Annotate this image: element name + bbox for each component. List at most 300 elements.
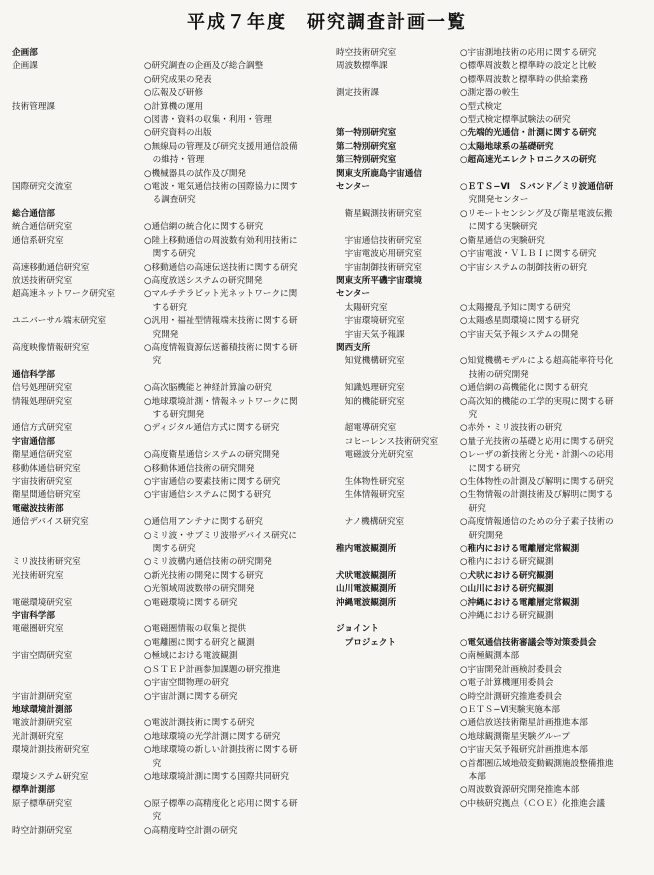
research-topic: ○首都圏広域地殻変動観測施設整備推進 (460, 758, 614, 769)
unit-name: 生体物性研究室 (336, 477, 405, 487)
research-topic: ○稚内における研究観測 (460, 557, 554, 568)
left-column (12, 47, 320, 838)
research-topic: ○電波・電気通信技術の国際協力に関す (144, 182, 298, 193)
research-topic: ○極域における電波観測 (144, 651, 238, 662)
unit-name: ナノ機構研究室 (336, 517, 405, 528)
department-row (336, 597, 646, 610)
research-topic: ○中核研究拠点（ＣＯＥ）化推進会議 (460, 798, 605, 809)
unit-name: 移動体通信研究室 (12, 463, 81, 474)
list-item (12, 650, 320, 663)
research-topic: ○測定器の較生 (460, 88, 520, 99)
unit-name (336, 650, 460, 663)
research-topic: ○ＳＴＥＰ計画参加課題の研究推進 (144, 664, 281, 675)
unit-name (336, 610, 460, 623)
research-topic: ○原子標準の高精度化と応用に関する研 (144, 798, 298, 809)
unit-name (12, 114, 144, 127)
department-row (12, 610, 320, 623)
research-topic (460, 288, 646, 301)
research-topic: ○沖縄における研究観測 (460, 611, 554, 622)
research-topic: ○研究資料の出版 (144, 128, 212, 139)
list-item (336, 355, 646, 368)
research-topic: ○標準周波数と標準時の供給業務 (460, 74, 588, 85)
research-topic: ○地球環境の光学計測に関する研究 (144, 731, 281, 742)
research-topic: ○宇宙開発計画検討委員会 (460, 664, 563, 675)
research-topic: ○高度衛星通信システムの研究開発 (144, 450, 280, 461)
department-name: ジョイント (336, 624, 379, 635)
research-topic: 関する研究 (144, 544, 196, 555)
research-topic: 技術の研究開発 (460, 369, 529, 380)
list-item (336, 315, 646, 328)
research-topic: ○地球環境の新しい計測技術に関する研 (144, 745, 298, 756)
research-topic: 関する研究 (144, 249, 196, 260)
research-topic: ○電磁環境に関する研究 (144, 597, 238, 608)
research-topic: ○研究調査の企画及び総合調整 (144, 61, 264, 72)
research-topic (144, 610, 320, 623)
department-row (12, 436, 320, 449)
list-item (12, 355, 320, 368)
research-topic: 究 (144, 812, 162, 823)
research-topic: する研究開発 (144, 409, 205, 420)
unit-name: 高度映像情報研究室 (12, 342, 90, 353)
research-topic: ○太陽擾乱予知に関する研究 (460, 302, 571, 313)
list-item (12, 583, 320, 596)
research-topic: ○汎用・福祉型情報端末技術に関する研 (144, 316, 298, 327)
unit-name (12, 811, 144, 824)
unit-name: 衛星通信研究室 (12, 450, 73, 461)
list-item (12, 811, 320, 824)
research-topic: ○稚内における電離層定常観測 (460, 544, 580, 555)
unit-name: 宇宙空間研究室 (12, 651, 73, 662)
research-topic: ○生体物性の計測及び解明に関する研究 (460, 477, 614, 487)
research-topic: ○時空計測研究推進委員会 (460, 691, 563, 702)
department-name: 関東支所平磯宇宙環境 (336, 275, 422, 286)
research-topic: ○ＥＴＳ−Ⅵ Ｓバンド／ミリ波通信研 (460, 182, 614, 193)
department-row (12, 369, 320, 382)
list-item (336, 610, 646, 623)
right-column (336, 47, 646, 811)
research-topic: ○周波数資源研究開発推進本部 (460, 785, 580, 796)
list-item (336, 409, 646, 422)
research-topic (144, 436, 320, 449)
unit-name (336, 784, 460, 797)
research-topic: ○宇宙天気予報システムの開発 (460, 329, 579, 340)
unit-name: 宇宙制御技術研究室 (336, 262, 422, 273)
list-item (12, 825, 320, 838)
research-topic (144, 503, 320, 516)
research-topic: ○リモートセンシング及び衛星電波伝搬 (460, 208, 613, 219)
unit-name (12, 302, 144, 315)
list-item (12, 717, 320, 730)
research-topic: ○高次脳機能と神経計算論の研究 (144, 383, 272, 394)
department-name: 通信科学部 (12, 369, 55, 380)
unit-name (12, 543, 144, 556)
list-item (12, 422, 320, 435)
unit-name (336, 717, 460, 730)
unit-name (336, 677, 460, 690)
department-row (12, 503, 320, 516)
unit-name (336, 101, 460, 114)
list-item (12, 315, 320, 328)
research-topic: ○型式検定標準試験法の研究 (460, 115, 571, 126)
list-item (336, 87, 646, 100)
department-row (12, 784, 320, 797)
unit-name: 企画課 (12, 61, 38, 72)
list-item (12, 396, 320, 409)
research-topic (460, 275, 646, 288)
research-topic: ○山川における研究観測 (460, 584, 554, 595)
list-item (12, 516, 320, 529)
list-item (336, 489, 646, 502)
research-topic: ○電気通信技術審議会等対策委員会 (460, 637, 597, 648)
unit-name: 知覚機構研究室 (336, 356, 405, 367)
research-topic: ○地球観測衛星実験グループ (460, 731, 570, 742)
list-item (336, 248, 646, 261)
unit-name: 太陽研究室 (336, 302, 388, 313)
list-item (336, 744, 646, 757)
unit-name: 知的機能研究室 (336, 396, 405, 407)
list-item (336, 664, 646, 677)
list-item (12, 342, 320, 355)
unit-name: ミリ波技術研究室 (12, 557, 81, 568)
list-item (336, 476, 646, 489)
list-item (336, 449, 646, 462)
list-item (12, 476, 320, 489)
research-topic: ○高次知的機能の工学的実現に関する研 (460, 396, 614, 407)
research-topic: ○通信用アンテナに関する研究 (144, 517, 263, 528)
unit-name: 宇宙計測研究室 (12, 691, 73, 702)
list-item (12, 556, 320, 569)
research-topic: ○超高速光エレクトロニクスの研究 (460, 155, 597, 166)
research-topic: 究開発センター (460, 195, 529, 206)
list-item (336, 516, 646, 529)
unit-name (336, 798, 460, 811)
unit-name (12, 677, 144, 690)
research-topic: ○赤外・ミリ波技術の研究 (460, 423, 563, 434)
unit-name: 高速移動通信研究室 (12, 262, 90, 273)
list-item (12, 181, 320, 194)
department-row (336, 342, 646, 355)
unit-name: 周波数標準課 (336, 61, 388, 72)
unit-name (12, 664, 144, 677)
unit-name (12, 74, 144, 87)
research-topic: 究 (460, 409, 478, 420)
list-item (12, 409, 320, 422)
department-row (336, 583, 646, 596)
unit-name: 電波計測研究室 (12, 718, 73, 729)
research-topic: ○ミリ波構内通信技術の研究開発 (144, 557, 272, 568)
list-item (336, 503, 646, 516)
unit-name (12, 168, 144, 181)
research-topic (144, 704, 320, 717)
unit-name: 時空計測研究室 (12, 825, 73, 836)
unit-name (336, 409, 460, 422)
research-topic: 究 (144, 758, 162, 769)
research-topic: に関する実験研究 (460, 222, 538, 233)
department-name: 山川電波観測所 (336, 584, 397, 595)
research-topic: ○太陽惑星間環境に関する研究 (460, 316, 580, 327)
list-item (336, 221, 646, 234)
unit-name (12, 141, 144, 154)
list-item (12, 463, 320, 476)
research-topic: ○地球環境計測に関する国際共同研究 (144, 771, 289, 782)
unit-name (336, 731, 460, 744)
research-topic: ○地球環境計測・情報ネットワークに関 (144, 396, 298, 407)
list-item (336, 262, 646, 275)
department-name: センター (336, 289, 371, 300)
research-topic: ○沖縄における電離層定常観測 (460, 597, 580, 608)
list-item (12, 194, 320, 207)
unit-name: 統合通信研究室 (12, 222, 73, 233)
unit-name (336, 194, 460, 207)
research-topic: ○通信放送技術衛星計画推進本部 (460, 718, 588, 729)
unit-name: 時空技術研究室 (336, 48, 397, 58)
research-topic: ○レーザの新技術と分光・計測への応用 (460, 450, 614, 461)
list-item (336, 784, 646, 797)
unit-name: 宇宙通信技術研究室 (336, 235, 422, 246)
list-item (336, 556, 646, 569)
department-row (12, 47, 320, 60)
unit-name (336, 704, 460, 717)
department-row (336, 141, 646, 154)
unit-name: 環境システム研究室 (12, 771, 89, 782)
list-item (12, 744, 320, 757)
unit-name: 通信デバイス研究室 (12, 517, 89, 528)
research-topic (460, 623, 646, 636)
unit-name (12, 355, 144, 368)
research-topic: する研究 (144, 302, 187, 313)
unit-name: 衛星間通信研究室 (12, 490, 81, 501)
list-item (12, 87, 320, 100)
unit-name (336, 758, 460, 771)
research-topic: ○知覚機構モデルによる超高能率符号化 (460, 356, 614, 367)
unit-name: 原子標準研究室 (12, 798, 73, 809)
research-topic: ○型式検定 (460, 101, 502, 112)
list-item (12, 275, 320, 288)
research-topic: ○機械器具の試作及び開発 (144, 168, 247, 179)
unit-name: 環境計測技術研究室 (12, 745, 90, 756)
research-topic: ○研究成果の発表 (144, 74, 212, 85)
list-item (12, 288, 320, 301)
unit-name: コヒーレンス技術研究室 (336, 436, 439, 447)
unit-name: 電磁波分光研究室 (336, 450, 414, 461)
unit-name: 超電導研究室 (336, 423, 397, 434)
department-row (336, 637, 646, 650)
department-name: 標準計測部 (12, 785, 55, 796)
research-topic: ○計算機の運用 (144, 101, 204, 112)
research-topic: ○宇宙システムの制御技術の研究 (460, 262, 587, 273)
unit-name: 衛星観測技術研究室 (336, 208, 422, 219)
unit-name: 通信方式研究室 (12, 423, 73, 434)
unit-name (12, 248, 144, 261)
research-topic: ○通信網の統合化に関する研究 (144, 222, 264, 233)
research-topic: ○ディジタル通信方式に関する研究 (144, 423, 280, 434)
list-item (12, 758, 320, 771)
list-item (12, 771, 320, 784)
research-topic: ○高精度時空計測の研究 (144, 825, 238, 836)
department-name: 稚内電波観測所 (336, 544, 397, 555)
department-name: 沖縄電波観測所 (336, 597, 397, 608)
research-topic: ○高度情報資源伝送蓄積技術に関する研 (144, 342, 298, 353)
list-item (12, 382, 320, 395)
list-item (12, 623, 320, 636)
list-item (12, 262, 320, 275)
list-item (336, 396, 646, 409)
research-topic: ○広報及び研修 (144, 88, 204, 99)
research-topic (144, 784, 320, 797)
list-item (336, 650, 646, 663)
list-item (12, 543, 320, 556)
unit-name (336, 369, 460, 382)
unit-name: 知識処理研究室 (336, 383, 405, 394)
research-topic: ○電子計算機運用委員会 (460, 678, 554, 689)
list-item (12, 530, 320, 543)
unit-name: 技術管理課 (12, 101, 55, 112)
unit-name: 国際研究交流室 (12, 182, 73, 193)
research-topic: ○通信網の高機能化に関する研究 (460, 383, 588, 394)
research-topic: ○新光技術の開発に関する研究 (144, 570, 264, 581)
list-item (336, 771, 646, 784)
department-row (336, 543, 646, 556)
unit-name (12, 637, 144, 650)
research-topic: 究開発 (144, 329, 179, 340)
unit-name (336, 664, 460, 677)
research-topic: ○ミリ波・サブミリ波帯デバイス研究に (144, 530, 297, 541)
research-topic: 究 (144, 356, 162, 367)
department-name: 総合通信部 (12, 208, 55, 219)
unit-name (12, 758, 144, 771)
unit-name (12, 409, 144, 422)
department-row (336, 168, 646, 181)
research-topic: ○高度放送システムの研究開発 (144, 275, 263, 286)
research-topic (460, 342, 646, 355)
department-name: 地球環境計測部 (12, 704, 73, 715)
list-item (336, 758, 646, 771)
unit-name (336, 556, 460, 569)
unit-name: 超高速ネットワーク研究室 (12, 289, 116, 300)
research-topic: の維持・管理 (144, 155, 205, 166)
department-row (336, 127, 646, 140)
unit-name: 光技術研究室 (12, 570, 64, 581)
list-item (12, 235, 320, 248)
department-name: 犬吠電波観測所 (336, 570, 397, 581)
list-item (336, 194, 646, 207)
unit-name (336, 463, 460, 476)
research-topic: ○高度情報通信のための分子素子技術の (460, 517, 614, 528)
page-title: 平成７年度 研究調査計画一覧 (187, 12, 467, 33)
department-name: プロジェクト (336, 637, 396, 648)
list-item (336, 369, 646, 382)
unit-name (336, 744, 460, 757)
list-item (12, 302, 320, 315)
research-topic: ○宇宙天気予報研究計画推進本部 (460, 745, 588, 756)
list-item (12, 101, 320, 114)
department-name: センター (336, 182, 371, 193)
research-topic: ○量子光技術の基礎と応用に関する研究 (460, 436, 614, 447)
department-row (336, 154, 646, 167)
unit-name (336, 74, 460, 87)
research-topic (144, 208, 320, 221)
department-row (12, 704, 320, 717)
unit-name: 通信系研究室 (12, 235, 64, 246)
department-row (336, 181, 646, 194)
research-topic (144, 47, 320, 60)
unit-name (336, 530, 460, 543)
research-topic: ○宇宙通信システムに関する研究 (144, 490, 271, 501)
list-item (336, 235, 646, 248)
unit-name: 宇宙天気予報課 (336, 329, 405, 340)
unit-name (336, 114, 460, 127)
research-topic: 研究開発 (460, 530, 503, 541)
unit-name: 放送技術研究室 (12, 275, 73, 286)
research-topic: ○宇宙通信の要素技術に関する研究 (144, 477, 281, 487)
research-topic: 研究 (460, 503, 486, 514)
unit-name: 光計測研究室 (12, 731, 64, 742)
research-topic: ○生物情報の計測技術及び解明に関する (460, 490, 614, 501)
unit-name (12, 583, 144, 596)
research-topic: ○標準周波数と標準時の設定と比較 (460, 61, 597, 72)
list-item (336, 60, 646, 73)
list-item (336, 302, 646, 315)
research-topic: ○宇宙測地技術の応用に関する研究 (460, 48, 597, 58)
list-item (336, 101, 646, 114)
research-topic: ○電離圏に関する研究と観測 (144, 637, 255, 648)
research-topic: ○移動通信の高速伝送技術に関する研究 (144, 262, 298, 273)
list-item (336, 74, 646, 87)
list-item (12, 248, 320, 261)
list-item (12, 597, 320, 610)
research-topic (460, 168, 646, 181)
list-item (12, 141, 320, 154)
research-topic: ○電磁圏情報の収集と提供 (144, 624, 247, 635)
department-name: 企画部 (12, 48, 38, 58)
research-topic: ○南極観測本部 (460, 651, 520, 662)
list-item (336, 677, 646, 690)
unit-name: 測定技術課 (336, 88, 379, 99)
research-topic: ○衛星通信の実験研究 (460, 235, 545, 246)
list-item (12, 221, 320, 234)
list-item (12, 60, 320, 73)
list-item (336, 329, 646, 342)
list-item (336, 382, 646, 395)
list-item (336, 530, 646, 543)
list-item (336, 436, 646, 449)
unit-name: ユニバーサル端末研究室 (12, 316, 107, 327)
department-name: 宇宙通信部 (12, 436, 55, 447)
list-item (336, 422, 646, 435)
department-name: 関西支所 (336, 342, 371, 353)
research-topic: ○マルチテラビット光ネットワークに関 (144, 289, 298, 300)
list-item (336, 717, 646, 730)
research-topic: ○移動体通信技術の研究開発 (144, 463, 255, 474)
department-name: 電磁波技術部 (12, 503, 64, 514)
unit-name: 宇宙電波応用研究室 (336, 249, 422, 260)
department-name: 宇宙科学部 (12, 611, 55, 622)
unit-name (12, 154, 144, 167)
list-item (336, 731, 646, 744)
unit-name (12, 127, 144, 140)
department-row (12, 208, 320, 221)
department-row (336, 570, 646, 583)
unit-name (336, 503, 460, 516)
list-item (12, 677, 320, 690)
unit-name: 宇宙環境研究室 (336, 316, 405, 327)
list-item (336, 208, 646, 221)
research-topic: に関する研究 (460, 463, 521, 474)
research-topic: ○無線局の管理及び研究支援用通信設備 (144, 141, 298, 152)
unit-name (336, 691, 460, 704)
department-row (336, 288, 646, 301)
list-item (12, 637, 320, 650)
